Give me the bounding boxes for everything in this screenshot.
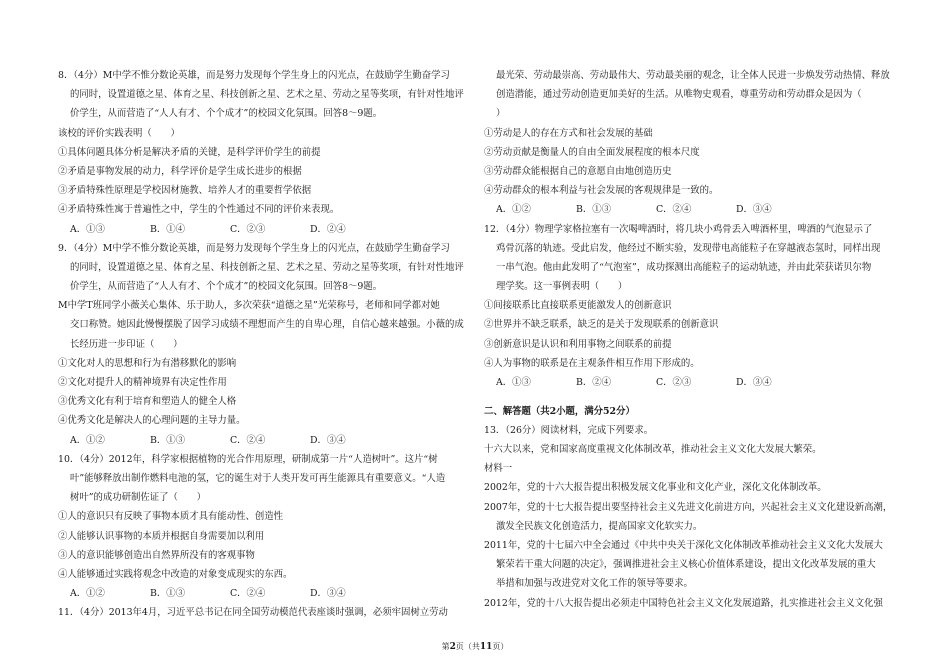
statement-item: ④人能够通过实践将观念中改造的对象变成现实的东西。 xyxy=(58,568,293,580)
option-c: C．②④ xyxy=(230,588,266,600)
page-number: 2 xyxy=(449,642,456,652)
statement-item: ①间接联系比直接联系更能激发人的创新意识 xyxy=(484,300,672,312)
question-text: 价学生，从而营造了“人人有才、个个成才”的校园文化氛围。回答8～9题。 xyxy=(70,281,383,293)
section-2 xyxy=(484,402,906,613)
option-c: C．②③ xyxy=(656,377,692,388)
option-a: A．①② xyxy=(70,434,105,446)
option-a: A．①② xyxy=(496,204,531,216)
question-12 xyxy=(484,220,906,393)
question-9 xyxy=(58,239,468,450)
material-text: 2002年，党的十六大报告提出积极发展文化事业和文化产业，深化文化体制改革。 xyxy=(484,482,827,494)
option-c: C．②④ xyxy=(230,434,266,446)
right-column xyxy=(484,66,906,613)
question-stem: 该校的评价实践表明（ ） xyxy=(58,127,180,139)
option-b: B．①③ xyxy=(576,204,612,216)
question-text: 的同时，设置道德之星、体育之星、科技创新之星、艺术之星、劳动之星等奖项，有针对性地评 xyxy=(70,261,464,273)
statement-item: ①具体问题具体分析是解决矛盾的关键，是科学评价学生的前提 xyxy=(58,146,321,158)
section-heading: 二、解答题（共2小题，满分52分） xyxy=(484,405,635,417)
option-b: B．②④ xyxy=(576,377,612,388)
statement-item: ③劳动群众能根据自己的意愿自由地创造历史 xyxy=(484,165,672,177)
question-11-continued xyxy=(484,66,906,220)
statement-item: ②文化对提升人的精神境界有决定性作用 xyxy=(58,377,227,388)
statement-item: ③创新意识是认识和利用事物之间联系的前提 xyxy=(484,338,672,350)
statement-item: ②人能够认识事物的本质并根据自身需要加以利用 xyxy=(58,530,265,542)
question-text: 8．（4分）M中学不惟分数论英雄，而是努力发现每个学生身上的闪光点，在鼓励学生勤奋学习 xyxy=(58,70,450,81)
question-text: 理学奖。这一事例表明（ ） xyxy=(496,281,628,293)
option-d: D．③④ xyxy=(736,377,772,388)
material-text: 激发全民族文化创造活力，提高国家文化软实力。 xyxy=(496,520,703,532)
option-a: A．①③ xyxy=(496,377,531,388)
question-text: 的同时，设置道德之星、体育之星、科技创新之星、艺术之星、劳动之星等奖项，有针对性地评 xyxy=(70,89,464,101)
question-8 xyxy=(58,66,468,239)
question-text: 9．（4分）M中学不惟分数论英雄，而是努力发现每个学生身上的闪光点，在鼓励学生勤奋学习 xyxy=(58,242,450,254)
statement-item: ④人为事物的联系是在主观条件相互作用下形成的。 xyxy=(484,357,700,369)
statement-item: ①文化对人的思想和行为有潜移默化的影响 xyxy=(58,357,237,369)
question-text: 树叶”的成功研制佐证了（ ） xyxy=(70,492,207,504)
answer-options xyxy=(484,373,906,392)
question-stem: 长经历进一步印证（ ） xyxy=(70,338,183,350)
statement-item: ①人的意识只有反映了事物本质才具有能动性、创造性 xyxy=(58,511,284,523)
page-footer xyxy=(0,641,950,652)
option-b: B．①③ xyxy=(150,434,186,446)
material-label: 材料一 xyxy=(484,463,513,475)
material-text: 十六大以来，党和国家高度重视文化体制改革，推动社会主义文化大发展大繁荣。 xyxy=(484,444,822,456)
statement-item: ③人的意识能够创造出自然界所没有的客观事物 xyxy=(58,549,255,561)
statement-item: ②劳动贡献是衡量人的自由全面发展程度的根本尺度 xyxy=(484,146,700,158)
statement-item: ③矛盾特殊性原理是学校因材施教、培养人才的重要哲学依据 xyxy=(58,185,312,197)
question-text: 10．（4分）2012年，科学家根据植物的光合作用原理，研制成第一片“人造树叶”。这片“树 xyxy=(58,453,438,465)
statement-item: ②世界并不缺乏联系，缺乏的是关于发现联系的创新意识 xyxy=(484,319,719,331)
option-d: D．③④ xyxy=(736,204,772,216)
footer-suffix: 页） xyxy=(492,642,509,651)
question-text: 价学生，从而营造了“人人有才、个个成才”的校园文化氛围。回答8～9题。 xyxy=(70,108,383,120)
option-d: D．③④ xyxy=(310,434,346,446)
section-spacer xyxy=(484,392,906,402)
question-text: 创造潜能，通过劳动创造更加美好的生活。从唯物史观看，尊重劳动和劳动群众是因为（ xyxy=(496,89,862,101)
statement-item: ③优秀文化有利于培育和塑造人的健全人格 xyxy=(58,396,237,408)
statement-item: ②矛盾是事物发展的动力，科学评价是学生成长进步的根据 xyxy=(58,165,302,177)
material-text: 举措和加强与改进党对文化工作的领导等要求。 xyxy=(496,578,693,590)
footer-mid: 页（共 xyxy=(455,642,480,651)
option-c: C．②③ xyxy=(230,223,266,235)
question-11-text: 11．（4分）2013年4月，习近平总书记在同全国劳动模范代表座谈时强调，必须牢固树立劳动 xyxy=(58,607,448,619)
left-column xyxy=(58,66,468,622)
question-text: 叶”能够释放出制作燃料电池的氢，它的诞生对于人类开发可再生能源具有重要意义。“人造 xyxy=(70,472,446,484)
option-b: B．①③ xyxy=(150,588,186,600)
statement-item: ①劳动是人的存在方式和社会发展的基础 xyxy=(484,127,653,139)
material-text: 2012年，党的十八大报告提出必须走中国特色社会主义文化发展道路，扎实推进社会主义文化强 xyxy=(484,597,883,609)
question-13-text: 13．（26分）阅读材料，完成下列要求。 xyxy=(484,424,654,436)
page-total: 11 xyxy=(479,642,493,652)
option-a: A．①③ xyxy=(70,223,105,235)
question-text: 一串气泡。他由此发明了“气泡室”，成功探测出高能粒子的运动轨迹，并由此荣获诺贝尔物 xyxy=(496,261,872,273)
answer-options xyxy=(484,200,906,219)
question-10 xyxy=(58,450,468,604)
option-d: D．②④ xyxy=(310,223,346,235)
answer-options xyxy=(58,584,468,603)
question-text: 最光荣、劳动最崇高、劳动最伟大、劳动最美丽的观念，让全体人民进一步焕发劳动热情、释放 xyxy=(496,70,890,81)
statement-item: ④劳动群众的根本利益与社会发展的客观规律是一致的。 xyxy=(484,185,719,197)
question-stem: 交口称赞。她因此慢慢摆脱了因学习成绩不理想而产生的自卑心理，自信心越来越强。小薇的成 xyxy=(70,319,464,331)
question-stem: M中学T班同学小薇关心集体、乐于助人，多次荣获“道德之星”光荣称号，老师和同学都对她 xyxy=(58,300,440,312)
statement-item: ④矛盾特殊性寓于普遍性之中，学生的个性通过不同的评价来表现。 xyxy=(58,204,340,216)
option-d: D．③④ xyxy=(310,588,346,600)
question-text: 12．（4分）物理学家格拉塞有一次喝啤酒时，将几块小鸡骨丢入啤酒杯里，啤酒的气泡显示了 xyxy=(484,223,873,235)
answer-options xyxy=(58,431,468,450)
material-text: 2011年，党的十七届六中全会通过《中共中央关于深化文化体制改革推动社会主义文化大发展大 xyxy=(484,540,883,551)
option-a: A．①② xyxy=(70,588,105,600)
option-c: C．②④ xyxy=(656,204,692,216)
option-b: B．①④ xyxy=(150,223,186,235)
material-text: 2007年，党的十七大报告提出要坚持社会主义先进文化前进方向，兴起社会主义文化建设新高潮， xyxy=(484,501,893,513)
material-text: 繁荣若干重大问题的决定》，强调推进社会主义核心价值体系建设，提出文化改革发展的重大 xyxy=(496,559,876,571)
question-text: ） xyxy=(496,108,506,120)
answer-options xyxy=(58,220,468,239)
footer-prefix: 第 xyxy=(441,642,450,651)
statement-item: ④优秀文化是解决人的心理问题的主导力量。 xyxy=(58,415,246,427)
question-text: 鸡骨沉落的轨迹。受此启发，他经过不断实验，发现带电高能粒子在穿越液态氢时，同样出现 xyxy=(496,242,881,254)
